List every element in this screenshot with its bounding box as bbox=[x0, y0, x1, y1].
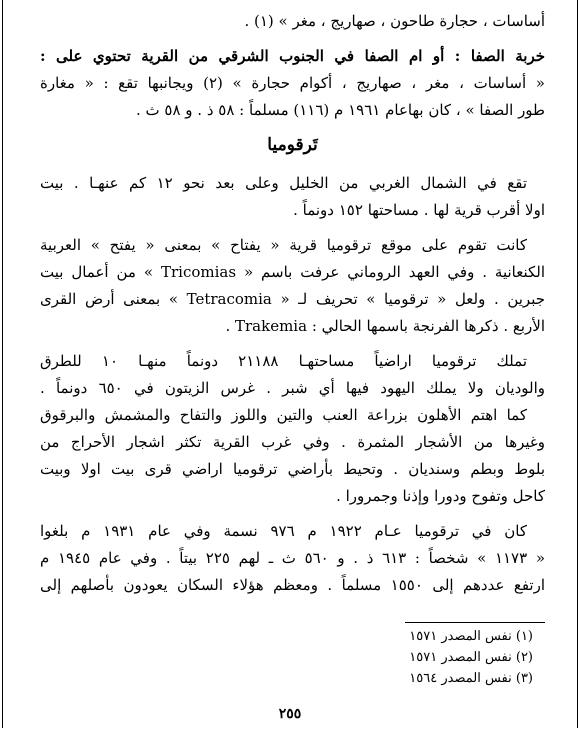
paragraph-land bbox=[40, 348, 545, 510]
text-line: كاحل وتفوح ودورا وإذنا وجمرورا . bbox=[336, 487, 545, 505]
paragraph-top bbox=[40, 8, 545, 35]
text-line: طور الصفا » ، كان بهاعام ١٩٦١ م (١١٦) مسلماً : ٥٨ ذ . و ٥٨ ث . bbox=[135, 101, 545, 119]
text-line: جبرين . ولعل « ترقوميا » تحريف لـ « Tetracomia » بمعنى أرض القرى bbox=[40, 290, 545, 308]
footnote-item: (٣) نفس المصدر ١٥٦٤ bbox=[409, 671, 533, 686]
paragraph-location bbox=[40, 170, 545, 224]
paragraph-population bbox=[40, 518, 545, 599]
text-line: كما اهتم الأهلون بزراعة العنب والتين واللوز والتفاح والمشمش والبرقوق bbox=[40, 406, 527, 424]
footnote-item: (١) نفس المصدر ١٥٧١ bbox=[409, 629, 533, 644]
text-line: تملك ترقوميا اراضياً مساحتهـا ٢١١٨٨ دونماً منهـا ١٠ للطرق bbox=[40, 352, 527, 370]
text-line: خربة الصفا : أو ام الصفا في الجنوب الشرقي من القرية تحتوي على : bbox=[40, 47, 545, 65]
text-line: بلوط وبطم وسنديان . وتحيط بأراضي ترقوميا اراضي قرى بيت اولا وبيت bbox=[40, 460, 545, 478]
footnote-item: (٢) نفس المصدر ١٥٧١ bbox=[409, 650, 533, 665]
text-line: كان في ترقوميا عـام ١٩٢٢ م ٩٧٦ نسمة وفي عام ١٩٣١ م بلغوا bbox=[40, 522, 527, 540]
document-page bbox=[40, 8, 545, 599]
text-line: تقع في الشمال الغربي من الخليل وعلى بعد نحو ١٢ كم عنهـا . بيت bbox=[40, 174, 527, 192]
section-heading: تَرقوميا bbox=[267, 135, 318, 155]
paragraph-history bbox=[40, 232, 545, 340]
text-line: « ١١٧٣ » شخصاً : ٦١٣ ذ . و ٥٦٠ ث ـ لهم ٢٢٥ بيتاً . وفي عام ١٩٤٥ م bbox=[40, 549, 545, 567]
text-line: والوديان ولا يملك اليهود فيها أي شبر . غرس الزيتون في ٦٥٠ دونماً . bbox=[40, 379, 545, 397]
text-line: ارتفع عددهم إلى ١٥٥٠ مسلماً . ومعظم هؤلاء السكان يعودون بأصلهم إلى bbox=[40, 576, 545, 594]
text-line: كانت تقوم على موقع ترقوميا قرية « يفتاح » بمعنى « يفتح » العربية bbox=[40, 236, 527, 254]
text-line: أساسات ، حجارة طاحون ، صهاريج ، مغر » (١) . bbox=[244, 12, 545, 30]
text-line: وغيرها من الأشجار المثمرة . وفي غرب القرية تكثر اشجار الأحراج من bbox=[40, 433, 545, 451]
page-number: ٢٥٥ bbox=[278, 706, 302, 722]
text-line: اولا أقرب قرية لها . مساحتها ١٥٢ دونماً . bbox=[293, 201, 545, 219]
paragraph-khirbat-alsafa bbox=[40, 43, 545, 124]
footnote-divider bbox=[405, 622, 545, 623]
text-line: الكنعانية . وفي العهد الروماني عرفت باسم « Tricomias » من أعمال بيت bbox=[40, 263, 545, 281]
text-line: الأربع . ذكرها الفرنجة باسمها الحالي : Trakemia . bbox=[225, 317, 545, 335]
text-line: « أساسات ، مغر ، صهاريج ، أكوام حجارة » (٢) ويجانبها تقع : « مغارة bbox=[40, 74, 545, 92]
